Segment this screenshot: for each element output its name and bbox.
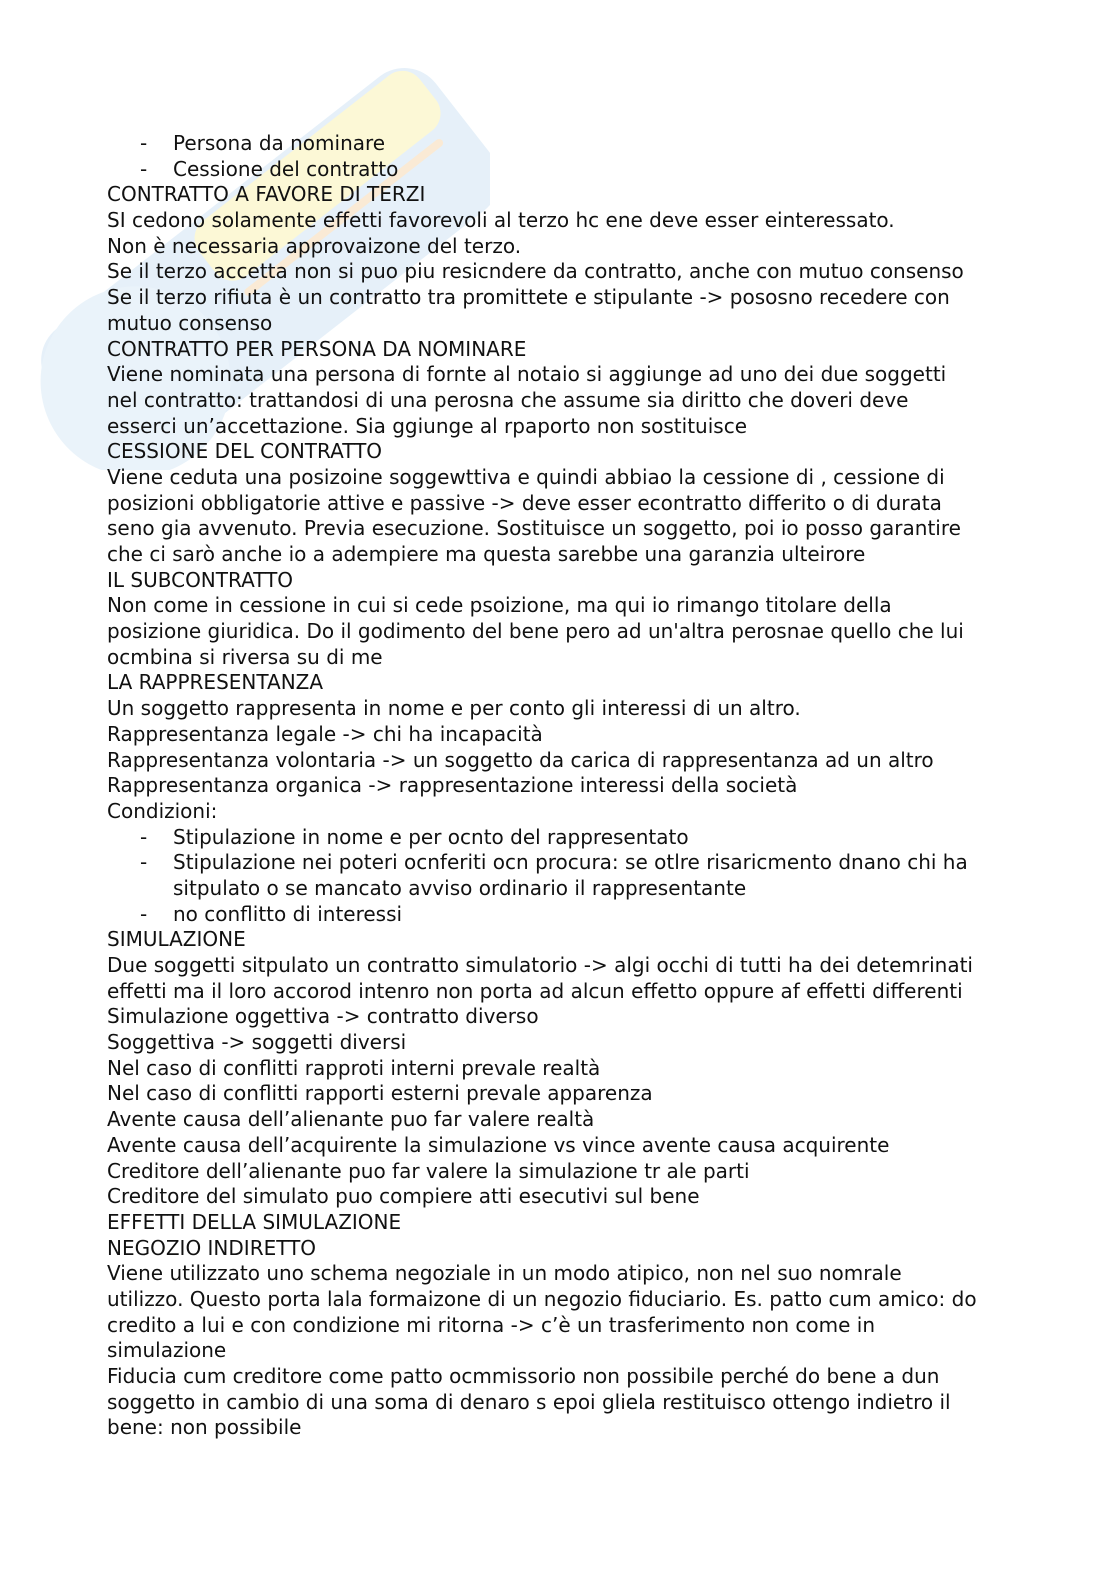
bullet-item <box>107 850 1067 876</box>
section-heading: CONTRATTO A FAVORE DI TERZI <box>107 182 426 207</box>
text-line: soggetto in cambio di una soma di denaro s epoi gliela restituisco ottengo indietro il <box>107 1389 951 1414</box>
bullet-marker: - <box>140 156 148 181</box>
text-line: utilizzo. Questo porta lala formaizone di un negozio fiduciario. Es. patto cum amico: do <box>107 1286 977 1311</box>
text-line: seno gia avvenuto. Previa esecuzione. Sostituisce un soggetto, poi io posso garantire <box>107 516 961 541</box>
text-line: Se il terzo accetta non si puo piu resicndere da contratto, anche con mutuo consenso <box>107 259 964 284</box>
text-line: Viene nominata una persona di fornte al notaio si aggiunge ad uno dei due soggetti <box>107 362 947 387</box>
text-line: Un soggetto rappresenta in nome e per conto gli interessi di un altro. <box>107 696 801 721</box>
text-line: simulazione <box>107 1338 227 1363</box>
text-line: mutuo consenso <box>107 310 273 335</box>
text-line: che ci sarò anche io a adempiere ma questa sarebbe una garanzia ulteirore <box>107 542 866 566</box>
text-line: Avente causa dell’acquirente la simulazione vs vince avente causa acquirente <box>107 1132 890 1157</box>
text-line: ocmbina si riversa su di me <box>107 644 383 669</box>
text-line: effetti ma il loro accorod intenro non porta ad alcun effetto oppure af effetti differenti <box>107 978 963 1003</box>
text-line: Due soggetti sitpulato un contratto simulatorio -> algi occhi di tutti ha dei detemrinati <box>107 953 973 977</box>
text-line: Creditore dell’alienante puo far valere la simulazione tr ale parti <box>107 1158 750 1183</box>
bullet-text: Cessione del contratto <box>173 156 399 181</box>
bullet-text: sitpulato o se mancato avviso ordinario il rappresentante <box>173 875 747 900</box>
text-line: posizioni obbligatorie attive e passive -> deve esser econtratto differito o di durata <box>107 490 942 515</box>
text-line: Rappresentanza legale -> chi ha incapacità <box>107 721 543 746</box>
text-line: Fiducia cum creditore come patto ocmmissorio non possibile perché do bene a dun <box>107 1364 940 1388</box>
bullet-text: Persona da nominare <box>173 131 386 155</box>
bullet-item <box>107 131 1067 157</box>
bullet-marker: - <box>140 824 148 849</box>
text-line: Nel caso di conflitti rapporti esterni prevale apparenza <box>107 1081 653 1106</box>
text-line: Non è necessaria approvaizone del terzo. <box>107 233 522 258</box>
text-line: Nel caso di conflitti rapproti interni prevale realtà <box>107 1055 601 1080</box>
text-line: Viene utilizzato uno schema negoziale in un modo atipico, non nel suo nomrale <box>107 1261 902 1286</box>
text-line: bene: non possibile <box>107 1415 302 1440</box>
section-heading: NEGOZIO INDIRETTO <box>107 1235 317 1260</box>
bullet-item <box>107 157 1067 183</box>
document-body <box>107 131 1067 1441</box>
bullet-marker: - <box>140 131 148 155</box>
section-heading: CONTRATTO PER PERSONA DA NOMINARE <box>107 336 527 361</box>
bullet-text: Stipulazione nei poteri ocnferiti ocn procura: se otlre risaricmento dnano chi ha <box>173 850 968 875</box>
text-line: Rappresentanza organica -> rappresentazione interessi della società <box>107 773 798 798</box>
bullet-item <box>107 902 1067 928</box>
text-line: Creditore del simulato puo compiere atti esecutivi sul bene <box>107 1184 700 1209</box>
section-heading: EFFETTI DELLA SIMULAZIONE <box>107 1209 402 1234</box>
text-line: credito a lui e con condizione mi ritorna -> c’è un trasferimento non come in <box>107 1312 876 1337</box>
text-line: Avente causa dell’alienante puo far valere realtà <box>107 1107 595 1132</box>
section-heading: SIMULAZIONE <box>107 927 246 952</box>
bullet-marker: - <box>140 850 148 875</box>
bullet-marker: - <box>140 901 148 926</box>
text-line: Viene ceduta una posizoine soggewttiva e quindi abbiao la cessione di , cessione di <box>107 464 945 489</box>
text-line: esserci un’accettazione. Sia ggiunge al rpaporto non sostituisce <box>107 413 747 438</box>
text-line: Rappresentanza volontaria -> un soggetto da carica di rappresentanza ad un altro <box>107 747 934 772</box>
text-line: Non come in cessione in cui si cede psoizione, ma qui io rimango titolare della <box>107 593 892 618</box>
text-line: Simulazione oggettiva -> contratto diverso <box>107 1004 539 1029</box>
section-heading: IL SUBCONTRATTO <box>107 567 294 592</box>
text-line: Se il terzo rifiuta è un contratto tra promittete e stipulante -> pososno recedere con <box>107 285 950 310</box>
bullet-item-continuation <box>107 876 1067 902</box>
bullet-item <box>107 825 1067 851</box>
text-line: Soggettiva -> soggetti diversi <box>107 1030 407 1055</box>
text-line: Condizioni: <box>107 798 218 823</box>
text-line: SI cedono solamente effetti favorevoli al terzo hc ene deve esser einteressato. <box>107 208 895 233</box>
section-heading: LA RAPPRESENTANZA <box>107 670 324 695</box>
section-heading: CESSIONE DEL CONTRATTO <box>107 439 383 464</box>
bullet-text: no conflitto di interessi <box>173 901 403 926</box>
bullet-text: Stipulazione in nome e per ocnto del rappresentato <box>173 824 689 849</box>
text-line: nel contratto: trattandosi di una perosna che assume sia diritto che doveri deve <box>107 387 909 412</box>
text-line: posizione giuridica. Do il godimento del bene pero ad un'altra perosnae quello che lui <box>107 619 964 644</box>
